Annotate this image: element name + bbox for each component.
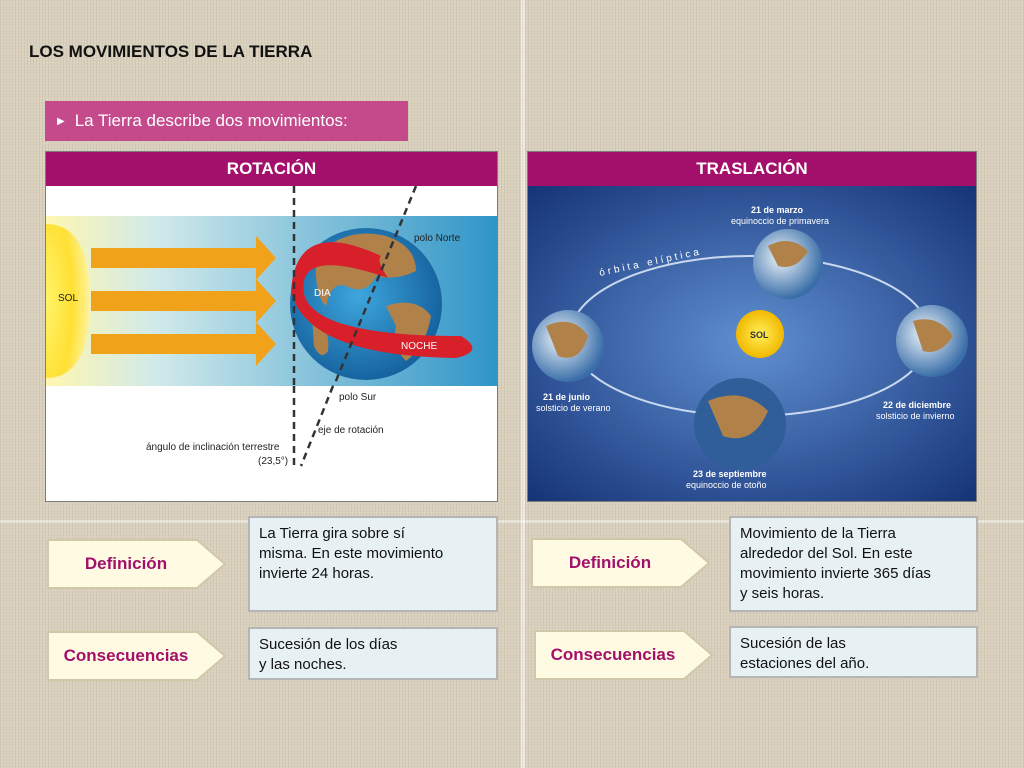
- rotacion-consecuencias-label: Consecuencias: [63, 646, 189, 665]
- rotacion-definicion-text: La Tierra gira sobre sí misma. En este movimiento invierte 24 horas.: [248, 516, 498, 612]
- label-solsticio-verano: solsticio de verano: [536, 403, 611, 413]
- rotacion-definicion-label: Definición: [84, 554, 168, 573]
- traslacion-definicion-arrow: [531, 538, 711, 588]
- rotacion-definicion-arrow: [47, 539, 227, 589]
- label-polo-norte: polo Norte: [414, 233, 461, 244]
- traslacion-diagram: [528, 186, 976, 501]
- label-diciembre: 22 de diciembre: [883, 400, 952, 410]
- label-dia: DIA: [314, 288, 331, 299]
- traslacion-consecuencias-arrow: [534, 630, 714, 680]
- traslacion-definicion-text: Movimiento de la Tierra alrededor del Sol. En este movimiento invierte 365 días y seis horas.: [729, 516, 978, 612]
- label-noche: NOCHE: [401, 341, 438, 352]
- traslacion-definicion-label: Definición: [568, 553, 652, 572]
- traslacion-panel: [527, 151, 977, 502]
- label-sol: SOL: [58, 293, 79, 304]
- rotacion-consecuencias-arrow: [47, 631, 227, 681]
- label-sol-traslacion: SOL: [750, 330, 769, 340]
- traslacion-header: TRASLACIÓN: [528, 152, 976, 186]
- label-angulo: ángulo de inclinación terrestre: [146, 442, 280, 453]
- label-equinoccio-primavera: equinoccio de primavera: [731, 216, 830, 226]
- rotacion-header: ROTACIÓN: [46, 152, 497, 186]
- label-marzo: 21 de marzo: [751, 205, 804, 215]
- traslacion-illustration: [528, 186, 976, 501]
- label-septiembre: 23 de septiembre: [693, 469, 767, 479]
- label-equinoccio-otono: equinoccio de otoño: [686, 480, 767, 490]
- intro-bullet: [45, 101, 408, 141]
- triangle-bullet-icon: ▶: [57, 115, 65, 127]
- rotacion-consecuencias-text: Sucesión de los días y las noches.: [248, 627, 498, 680]
- label-junio: 21 de junio: [543, 392, 591, 402]
- rotacion-panel: [45, 151, 498, 502]
- rotacion-diagram: [46, 186, 497, 501]
- page-title: LOS MOVIMIENTOS DE LA TIERRA: [29, 42, 313, 61]
- label-polo-sur: polo Sur: [339, 392, 377, 403]
- label-angulo-value: (23,5°): [258, 456, 289, 467]
- label-orbita: órbita elíptica: [598, 246, 703, 279]
- intro-text: La Tierra describe dos movimientos:: [74, 111, 348, 130]
- rotacion-illustration: [46, 186, 497, 501]
- label-eje: eje de rotación: [318, 425, 384, 436]
- traslacion-consecuencias-text: Sucesión de las estaciones del año.: [729, 626, 978, 678]
- label-solsticio-invierno: solsticio de invierno: [876, 411, 955, 421]
- traslacion-consecuencias-label: Consecuencias: [550, 645, 676, 664]
